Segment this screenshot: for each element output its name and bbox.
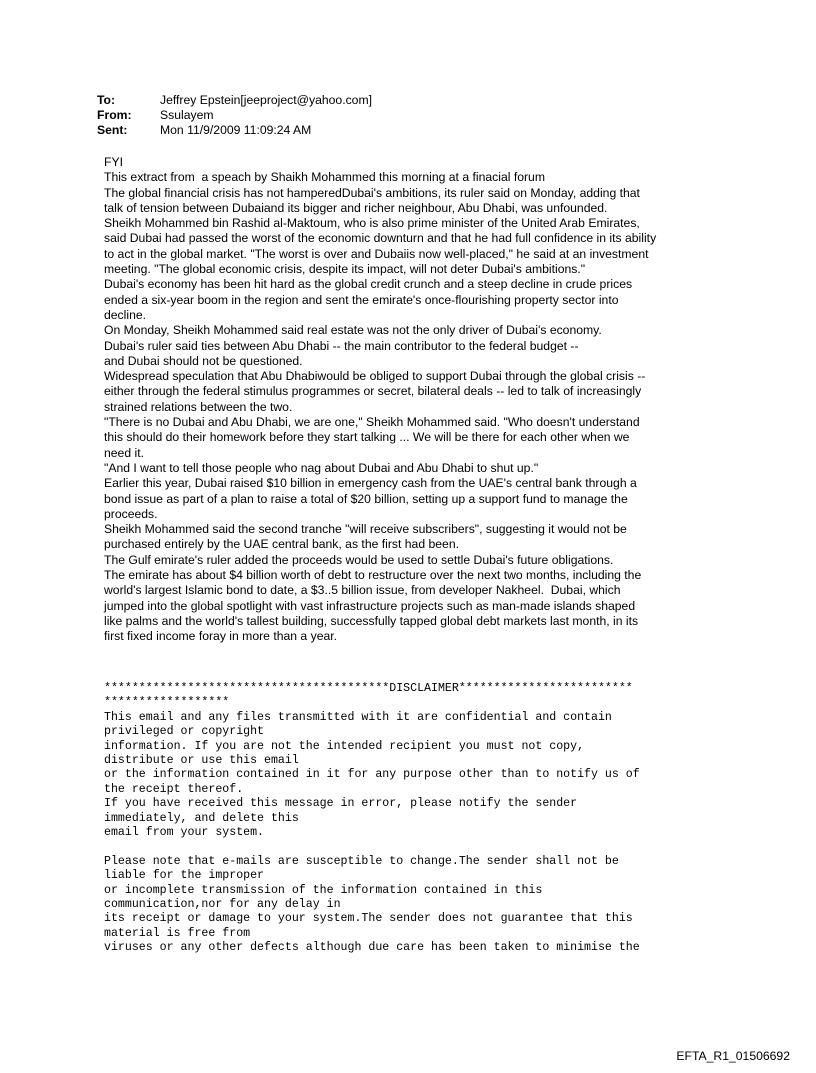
disclaimer-line: liable for the improper: [104, 869, 265, 883]
body-line: first fixed income foray in more than a year.: [104, 629, 338, 644]
body-line: This extract from a speach by Shaikh Mohammed this morning at a finacial forum: [104, 170, 545, 185]
disclaimer-line: distribute or use this email: [104, 754, 299, 768]
body-line: strained relations between the two.: [104, 399, 293, 414]
body-line: Widespread speculation that Abu Dhabiwould be obliged to support Dubai through the global crisis --: [104, 369, 646, 384]
body-line: either through the federal stimulus programmes or secret, bilateral deals -- led to talk of increasingly: [104, 384, 642, 399]
body-line: ended a six-year boom in the region and sent the emirate's once-flourishing property sector into: [104, 292, 619, 307]
body-line: Sheikh Mohammed bin Rashid al-Maktoum, who is also prime minister of the United Arab Emirates,: [104, 216, 640, 231]
disclaimer-banner: *****************************************DISCLAIMER*************************: [104, 682, 633, 695]
disclaimer-line: or the information contained in it for any purpose other than to notify us of: [104, 768, 640, 782]
disclaimer-line: the receipt thereof.: [104, 782, 244, 796]
body-line: The emirate has about $4 billion worth of debt to restructure over the next two months, including the: [104, 568, 642, 583]
sent-label: Sent:: [97, 123, 128, 137]
disclaimer-line: viruses or any other defects although due care has been taken to minimise the: [104, 941, 640, 955]
disclaimer-line: communication,nor for any delay in: [104, 898, 341, 912]
body-line: On Monday, Sheikh Mohammed said real estate was not the only driver of Dubai's economy.: [104, 323, 602, 338]
body-line: Earlier this year, Dubai raised $10 billion in emergency cash from the UAE's central bank through a: [104, 476, 637, 491]
body-line: need it.: [104, 445, 144, 460]
sent-row: [97, 123, 372, 138]
disclaimer-line: If you have received this message in error, please notify the sender: [104, 797, 578, 811]
body-line: and Dubai should not be questioned.: [104, 353, 303, 368]
body-line: like palms and the world's tallest building, successfully tapped global debt markets last month, in its: [104, 613, 639, 628]
disclaimer-line: Please note that e-mails are susceptible to change.The sender shall not be: [104, 854, 619, 868]
disclaimer-line: material is free from: [104, 926, 251, 940]
from-row: [97, 108, 372, 123]
body-line: proceeds.: [104, 506, 158, 521]
disclaimer-line: immediately, and delete this: [104, 811, 299, 825]
body-line: bond issue as part of a plan to raise a total of $20 billion, setting up a support fund to manage the: [104, 491, 628, 506]
to-row: [97, 93, 372, 108]
body-line: The Gulf emirate's ruler added the proceeds would be used to settle Dubai's future obligations.: [104, 552, 614, 567]
from-value: Ssulayem: [160, 108, 214, 122]
body-line: FYI: [104, 155, 123, 169]
body-line: this should do their homework before they start talking ... We will be there for each other when we: [104, 430, 630, 445]
disclaimer-paragraph-2: [104, 855, 744, 956]
body-line: "There is no Dubai and Abu Dhabi, we are one," Sheikh Mohammed said. "Who doesn't understand: [104, 415, 640, 430]
body-line: meeting. "The global economic crisis, despite its impact, will not deter Dubai's ambitions.": [104, 262, 586, 277]
to-label: To:: [97, 93, 116, 107]
body-line: world's largest Islamic bond to date, a $3..5 billion issue, from developer Nakheel. Dubai, which: [104, 583, 621, 598]
document-id: EFTA_R1_01506692: [676, 1049, 790, 1063]
body-line: Dubai's economy has been hit hard as the global credit crunch and a steep decline in crude prices: [104, 277, 633, 292]
paragraph-gap: [104, 840, 744, 854]
body-line: Sheikh Mohammed said the second tranche "will receive subscribers", suggesting it would not be: [104, 522, 627, 537]
disclaimer-line: information. If you are not the intended recipient you must not copy,: [104, 739, 585, 753]
sent-value: Mon 11/9/2009 11:09:24 AM: [160, 123, 312, 137]
from-label: From:: [97, 108, 132, 122]
disclaimer-line: its receipt or damage to your system.The sender does not guarantee that this: [104, 912, 633, 926]
body-line: talk of tension between Dubaiand its bigger and richer neighbour, Abu Dhabi, was unfounded.: [104, 200, 608, 215]
body-line: The global financial crisis has not hamperedDubai's ambitions, its ruler said on Monday, adding that: [104, 185, 640, 200]
disclaimer-line: privileged or copyright: [104, 725, 265, 739]
body-line: to act in the global market. "The worst is over and Dubaiis now well-placed," he said at an investment: [104, 246, 649, 261]
body-line: decline.: [104, 307, 147, 322]
body-line: jumped into the global spotlight with vast infrastructure projects such as man-made islands shaped: [104, 598, 636, 613]
disclaimer-line: email from your system.: [104, 826, 265, 840]
disclaimer-line: This email and any files transmitted with it are confidential and contain: [104, 710, 612, 724]
disclaimer-block: [104, 682, 744, 956]
email-body: [104, 155, 724, 645]
email-header: [97, 93, 372, 138]
body-line: purchased entirely by the UAE central bank, as the first had been.: [104, 537, 459, 552]
disclaimer-paragraph-1: [104, 711, 744, 841]
body-line: said Dubai had passed the worst of the economic downturn and that he had full confidence in its ability: [104, 231, 657, 246]
disclaimer-banner-continued: ******************: [104, 696, 230, 710]
disclaimer-line: or incomplete transmission of the information contained in this: [104, 883, 543, 897]
body-line: Dubai's ruler said ties between Abu Dhabi -- the main contributor to the federal budget --: [104, 338, 579, 353]
to-value: Jeffrey Epstein[jeeproject@yahoo.com]: [160, 93, 372, 107]
body-line: "And I want to tell those people who nag about Dubai and Abu Dhabi to shut up.": [104, 460, 539, 475]
